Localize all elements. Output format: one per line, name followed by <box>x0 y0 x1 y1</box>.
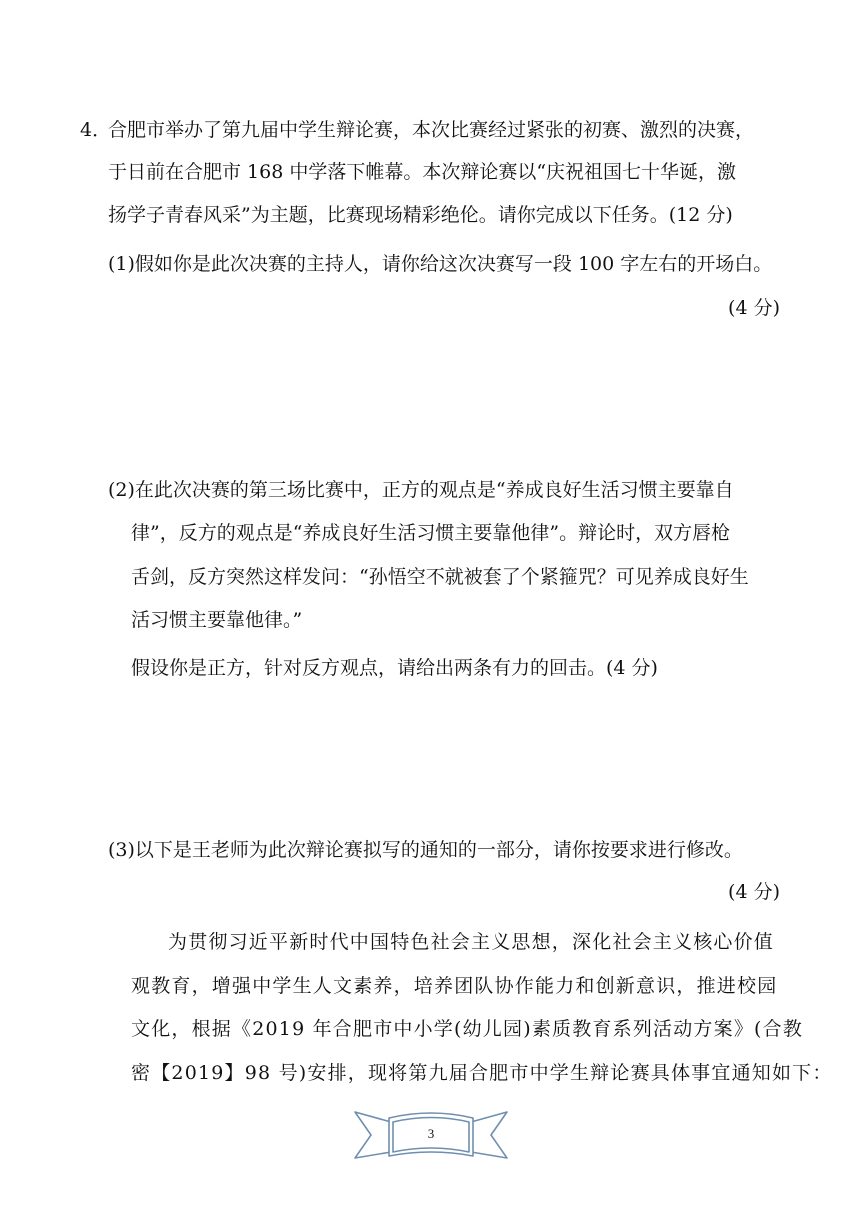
part2-line-4: 活习惯主要靠他律。” <box>131 609 303 631</box>
q4-intro-line-3: 扬学子青春风采”为主题，比赛现场精彩绝伦。请你完成以下任务。(12 分) <box>108 204 733 226</box>
notice-line-2: 观教育，增强中学生人文素养，培养团队协作能力和创新意识，推进校园 <box>131 975 778 997</box>
page-number: 3 <box>427 1126 435 1141</box>
q4-intro-line-2: 于日前在合肥市 168 中学落下帷幕。本次辩论赛以“庆祝祖国七十华诞，激 <box>108 161 737 183</box>
notice-line-1: 为贯彻习近平新时代中国特色社会主义思想，深化社会主义核心价值 <box>168 931 775 953</box>
part3-score: (4 分) <box>728 881 780 903</box>
part2-task: 假设你是正方，针对反方观点，请给出两条有力的回击。(4 分) <box>131 657 658 679</box>
question-number: 4． <box>80 119 112 141</box>
q4-intro-line-1: 合肥市举办了第九届中学生辩论赛，本次比赛经过紧张的初赛、激烈的决赛， <box>108 119 755 141</box>
part3-prompt: (3)以下是王老师为此次辩论赛拟写的通知的一部分，请你按要求进行修改。 <box>108 839 743 861</box>
part1-prompt: (1)假如你是此次决赛的主持人，请你给这次决赛写一段 100 字左右的开场白。 <box>108 253 773 275</box>
part2-line-1: (2)在此次决赛的第三场比赛中，正方的观点是“养成良好生活习惯主要靠自 <box>108 479 734 501</box>
notice-line-4: 密【2019】98 号)安排，现将第九届合肥市中学生辩论赛具体事宜通知如下： <box>131 1062 833 1084</box>
notice-line-3: 文化，根据《2019 年合肥市中小学(幼儿园)素质教育系列活动方案》(合教 <box>131 1018 804 1040</box>
part2-line-2: 律”，反方的观点是“养成良好生活习惯主要靠他律”。辩论时，双方唇枪 <box>131 522 731 544</box>
part1-score: (4 分) <box>728 297 780 319</box>
part2-line-3: 舌剑，反方突然这样发问：“孙悟空不就被套了个紧箍咒？可见养成良好生 <box>131 566 749 588</box>
